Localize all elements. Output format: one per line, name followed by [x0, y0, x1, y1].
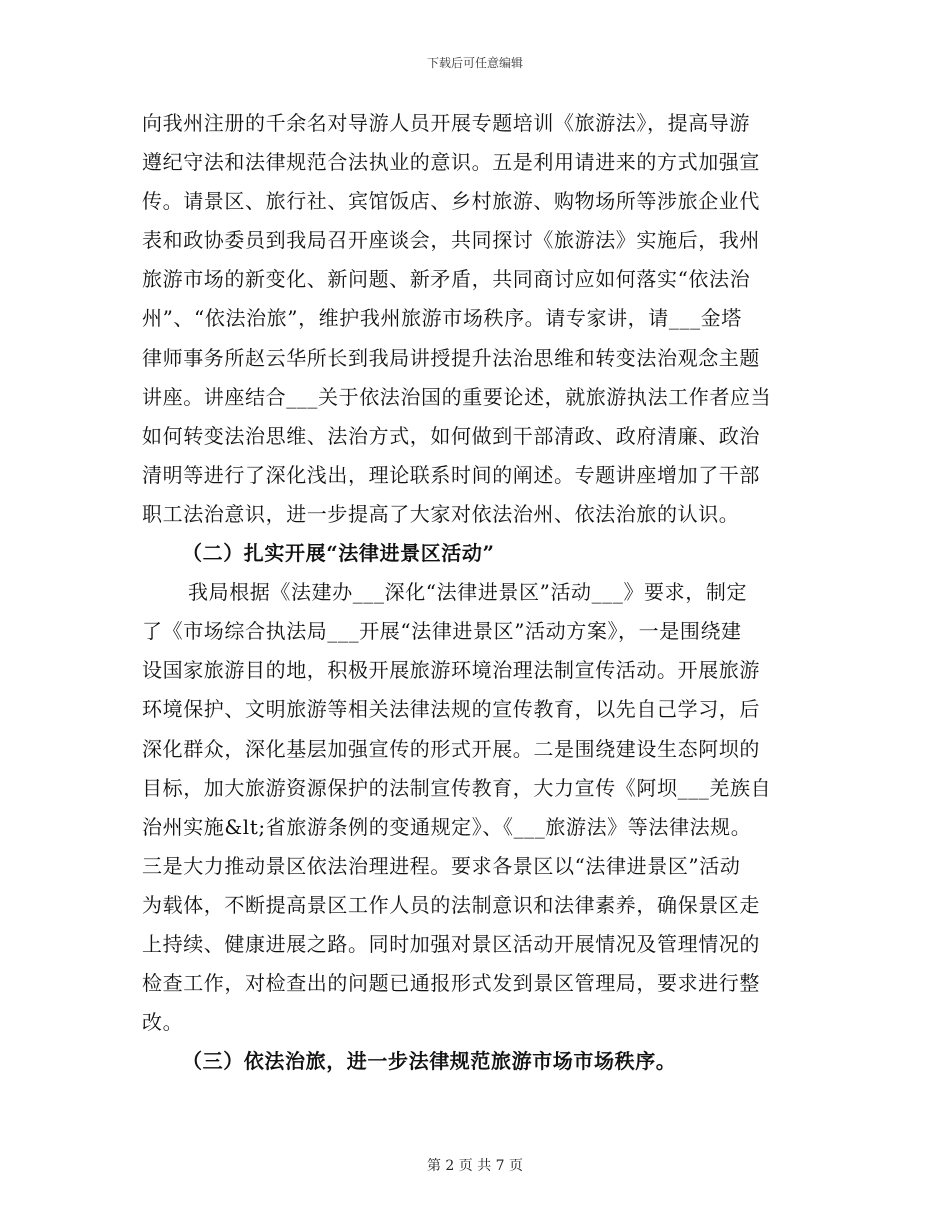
- body-text-line: 旅游市场的新变化、新问题、新矛盾，共同商讨应如何落实“依法治: [142, 267, 751, 292]
- body-text-line: 目标，加大旅游资源保护的法制宣传教育，大力宣传《阿坝___羌族自: [142, 775, 772, 800]
- body-text-line: 讲座。讲座结合___关于依法治国的重要论述，就旅游执法工作者应当: [142, 384, 772, 409]
- body-text-line: 表和政协委员到我局召开座谈会，共同探讨《旅游法》实施后，我州: [142, 228, 760, 253]
- section-heading: （二）扎实开展“法律进景区活动”: [182, 541, 495, 566]
- body-text-line: 律师事务所赵云华所长到我局讲授提升法治思维和转变法治观念主题: [142, 345, 760, 370]
- body-text-line: 治州实施&lt;省旅游条例的变通规定》、《___旅游法》等法律法规。: [142, 814, 752, 839]
- body-text-line: 改。: [142, 1010, 184, 1035]
- body-text-line: 上持续、健康进展之路。同时加强对景区活动开展情况及管理情况的: [142, 931, 760, 956]
- body-text-line: 三是大力推动景区依法治理进程。要求各景区以“法律进景区”活动: [142, 853, 741, 878]
- body-text-line: 环境保护、文明旅游等相关法律法规的宣传教育，以先自己学习，后: [142, 697, 760, 722]
- body-text-line: 职工法治意识，进一步提高了大家对依法治州、依法治旅的认识。: [142, 501, 740, 526]
- body-text-line: 设国家旅游目的地，积极开展旅游环境治理法制宣传活动。开展旅游: [142, 658, 760, 683]
- page-footer: 第 2 页 共 7 页: [426, 1158, 524, 1174]
- body-text-line: 遵纪守法和法律规范合法执业的意识。五是利用请进来的方式加强宣: [142, 150, 760, 175]
- body-text-line: 州”、“依法治旅”，维护我州旅游市场秩序。请专家讲，请___金塔: [142, 306, 742, 331]
- body-text-line: 清明等进行了深化浅出，理论联系时间的阐述。专题讲座增加了干部: [142, 462, 760, 487]
- section-heading: （三）依法治旅，进一步法律规范旅游市场市场秩序。: [182, 1049, 677, 1074]
- body-text-line: 了《市场综合执法局___开展“法律进景区”活动方案》，一是围绕建: [142, 619, 742, 644]
- body-text-line: 我局根据《法建办___深化“法律进景区”活动___》要求，制定: [188, 580, 748, 605]
- body-text-line: 检查工作，对检查出的问题已通报形式发到景区管理局，要求进行整: [142, 971, 760, 996]
- body-text-line: 如何转变法治思维、法治方式，如何做到干部清政、政府清廉、政治: [142, 423, 760, 448]
- body-text-line: 深化群众，深化基层加强宣传的形式开展。二是围绕建设生态阿坝的: [142, 736, 760, 761]
- body-text-line: 传。请景区、旅行社、宾馆饭店、乡村旅游、购物场所等涉旅企业代: [142, 189, 760, 214]
- body-text-line: 向我州注册的千余名对导游人员开展专题培训《旅游法》，提高导游: [142, 111, 750, 135]
- page-header: 下载后可任意编辑: [426, 56, 523, 70]
- body-text-line: 为载体，不断提高景区工作人员的法制意识和法律素养，确保景区走: [142, 892, 760, 917]
- document-body: [142, 104, 812, 1081]
